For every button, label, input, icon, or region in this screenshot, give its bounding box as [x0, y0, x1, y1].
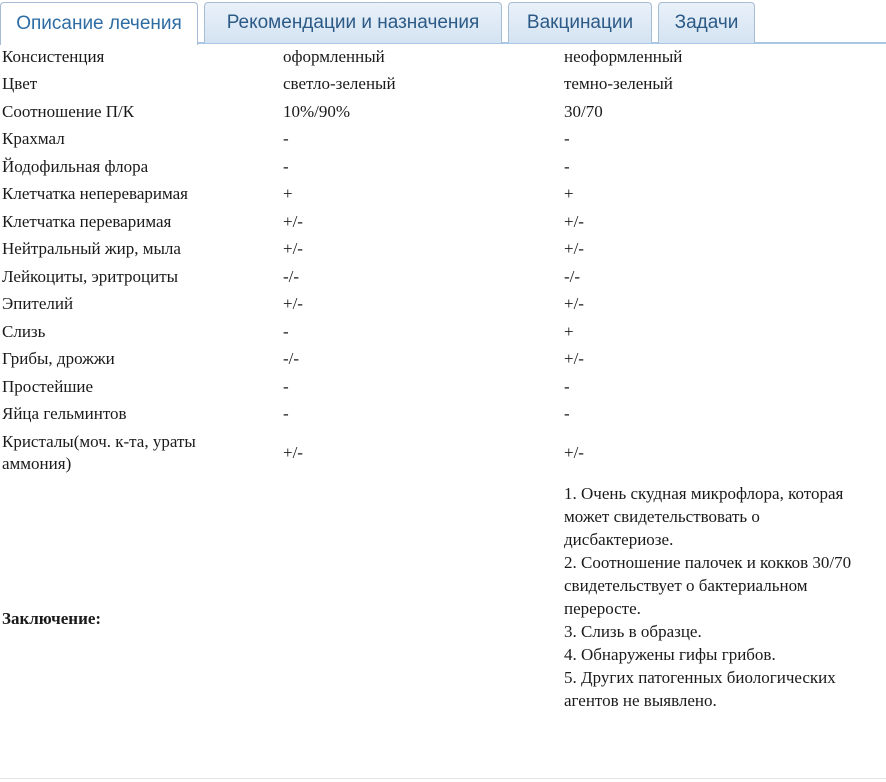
row-parameter-name: Простейшие: [2, 377, 94, 396]
conclusion-line: 5. Других патогенных биологических агентов не выявлено.: [564, 668, 836, 710]
row-value-2: темно-зеленый: [564, 74, 673, 93]
tab-treatment-description[interactable]: Описание лечения: [0, 2, 198, 45]
row-parameter-name: Йодофильная флора: [2, 157, 149, 176]
row-value-1: -: [283, 404, 289, 423]
conclusion-line: 1. Очень скудная микрофлора, которая может свидетельствовать о дисбактериозе.: [564, 484, 844, 549]
row-value-2: +/-: [564, 349, 584, 368]
tab-vaccinations[interactable]: Вакцинации: [508, 2, 652, 43]
tab-recommendations[interactable]: Рекомендации и назначения: [204, 2, 502, 43]
bottom-divider: [0, 778, 886, 779]
row-value-2: +/-: [564, 443, 584, 462]
row-parameter-name: Клетчатка переваримая: [2, 212, 172, 231]
tab-bar: [0, 0, 886, 44]
tab-tasks[interactable]: Задачи: [658, 2, 755, 43]
row-value-1: +/-: [283, 212, 303, 231]
row-value-1: +/-: [283, 294, 303, 313]
conclusion-line: 4. Обнаружены гифы грибов.: [564, 645, 776, 664]
row-value-2: +/-: [564, 239, 584, 258]
row-value-1: +/-: [283, 239, 303, 258]
row-value-2: -: [564, 129, 570, 148]
row-value-1: -: [283, 129, 289, 148]
row-parameter-name: Слизь: [2, 322, 46, 341]
row-parameter-name: Грибы, дрожжи: [2, 349, 115, 368]
row-value-1: +: [283, 184, 293, 203]
row-parameter-name: Лейкоциты, эритроциты: [2, 267, 179, 286]
row-value-1: -: [283, 157, 289, 176]
row-parameter-name: Крахмал: [2, 129, 65, 148]
row-value-2: -/-: [564, 267, 581, 286]
row-value-2: 30/70: [564, 102, 603, 121]
row-value-1: -/-: [283, 267, 300, 286]
row-value-2: -: [564, 377, 570, 396]
conclusion-label: Заключение:: [2, 609, 102, 628]
conclusion-text: [564, 482, 854, 712]
conclusion-line: 3. Слизь в образце.: [564, 622, 702, 641]
row-parameter-name: Цвет: [2, 74, 38, 93]
row-value-2: +/-: [564, 294, 584, 313]
row-parameter-name: Яйца гельминтов: [2, 404, 127, 423]
row-parameter-name: Соотношение П/К: [2, 102, 135, 121]
row-value-1: 10%/90%: [283, 102, 351, 121]
row-value-1: -/-: [283, 349, 300, 368]
row-value-2: -: [564, 157, 570, 176]
row-value-1: оформленный: [283, 47, 385, 66]
row-value-2: -: [564, 404, 570, 423]
conclusion-line: 2. Соотношение палочек и кокков 30/70 свидетельствует о бактериальном переросте.: [564, 553, 852, 618]
row-value-1: +/-: [283, 443, 303, 462]
row-value-1: светло-зеленый: [283, 74, 396, 93]
row-value-2: +: [564, 184, 574, 203]
row-parameter-name: Нейтральный жир, мыла: [2, 239, 181, 258]
row-value-1: -: [283, 322, 289, 341]
row-parameter-name: Консистенция: [2, 47, 105, 66]
row-parameter-name: Эпителий: [2, 294, 74, 313]
row-value-2: +: [564, 322, 574, 341]
row-parameter-name: Клетчатка непереваримая: [2, 184, 188, 203]
row-parameter-name: Кристалы(моч. к-та, ураты аммония): [2, 432, 196, 473]
row-value-1: -: [283, 377, 289, 396]
row-value-2: +/-: [564, 212, 584, 231]
row-value-2: неоформленный: [564, 47, 683, 66]
